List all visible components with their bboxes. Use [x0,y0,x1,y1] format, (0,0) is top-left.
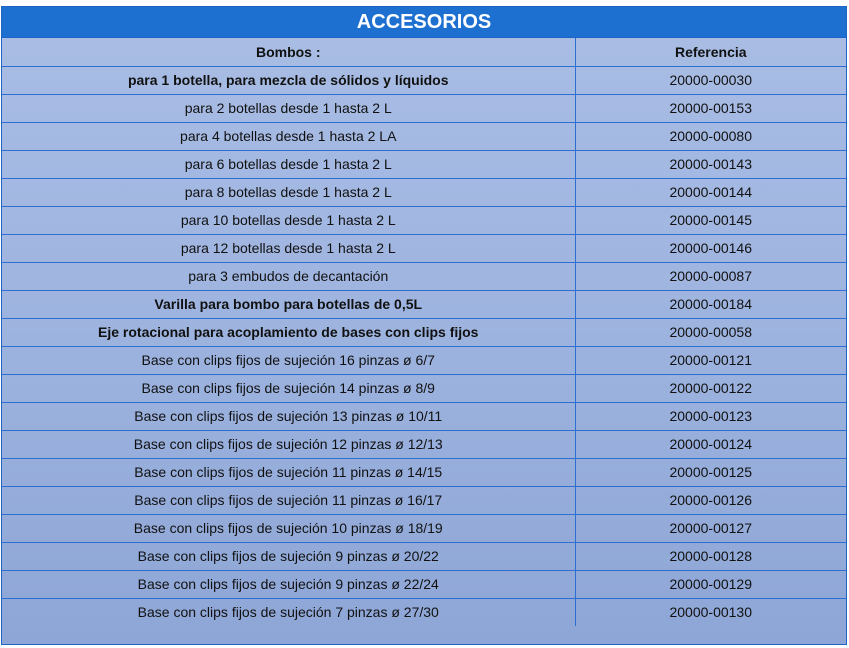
column-header-reference: Referencia [575,38,846,66]
table-row [2,150,846,178]
table-row [2,458,846,486]
accessories-table-panel [1,6,847,645]
row-reference: 20000-00184 [575,290,846,318]
row-description: Base con clips fijos de sujeción 13 pinzas ø 10/11 [2,402,575,430]
row-description: Base con clips fijos de sujeción 16 pinzas ø 6/7 [2,346,575,374]
row-reference: 20000-00030 [575,66,846,94]
row-reference: 20000-00126 [575,486,846,514]
row-description: Base con clips fijos de sujeción 12 pinzas ø 12/13 [2,430,575,458]
table-row [2,262,846,290]
table-row [2,346,846,374]
row-description: para 6 botellas desde 1 hasta 2 L [2,150,575,178]
table-row [2,66,846,94]
row-description: para 1 botella, para mezcla de sólidos y líquidos [2,66,575,94]
row-reference: 20000-00080 [575,122,846,150]
header-row [2,38,846,66]
row-reference: 20000-00130 [669,604,753,621]
row-reference: 20000-00123 [575,402,846,430]
table-row [2,206,846,234]
table-row [2,374,846,402]
row-description: Base con clips fijos de sujeción 9 pinzas ø 22/24 [2,570,575,598]
row-description: para 8 botellas desde 1 hasta 2 L [2,178,575,206]
row-reference: 20000-00128 [575,542,846,570]
table-row [2,122,846,150]
row-reference: 20000-00145 [575,206,846,234]
row-description: para 4 botellas desde 1 hasta 2 LA [2,122,575,150]
row-reference: 20000-00129 [575,570,846,598]
table-row [2,234,846,262]
row-description: Base con clips fijos de sujeción 11 pinzas ø 14/15 [2,458,575,486]
row-description: Base con clips fijos de sujeción 14 pinzas ø 8/9 [2,374,575,402]
table-row [2,570,846,598]
table-row [2,430,846,458]
row-description: para 3 embudos de decantación [2,262,575,290]
table-row [2,318,846,346]
row-reference: 20000-00153 [575,94,846,122]
table-row [2,542,846,570]
row-description: Base con clips fijos de sujeción 7 pinzas ø 27/30 [2,598,575,626]
row-description: para 12 botellas desde 1 hasta 2 L [2,234,575,262]
row-reference: 20000-00146 [575,234,846,262]
table-row [2,402,846,430]
row-description: Base con clips fijos de sujeción 11 pinzas ø 16/17 [2,486,575,514]
row-reference: 20000-00125 [575,458,846,486]
row-reference: 20000-00127 [575,514,846,542]
row-reference: 20000-00143 [575,150,846,178]
table-row [2,290,846,318]
table-title: ACCESORIOS [2,7,846,38]
row-reference: 20000-00122 [575,374,846,402]
table-body [2,66,846,626]
row-reference: 20000-00121 [575,346,846,374]
row-reference: 20000-00058 [575,318,846,346]
row-description: para 10 botellas desde 1 hasta 2 L [2,206,575,234]
table-row [2,598,846,626]
accessories-table [2,38,846,626]
row-description: Varilla para bombo para botellas de 0,5L [2,290,575,318]
row-reference: 20000-00124 [575,430,846,458]
row-description: Base con clips fijos de sujeción 9 pinzas ø 20/22 [2,542,575,570]
table-row [2,486,846,514]
table-row [2,94,846,122]
row-description: para 2 botellas desde 1 hasta 2 L [2,94,575,122]
column-header-description: Bombos : [2,38,575,66]
row-description: Base con clips fijos de sujeción 10 pinzas ø 18/19 [2,514,575,542]
row-reference: 20000-00144 [575,178,846,206]
table-row [2,178,846,206]
row-reference: 20000-00087 [575,262,846,290]
row-description: Eje rotacional para acoplamiento de bases con clips fijos [2,318,575,346]
table-row [2,514,846,542]
